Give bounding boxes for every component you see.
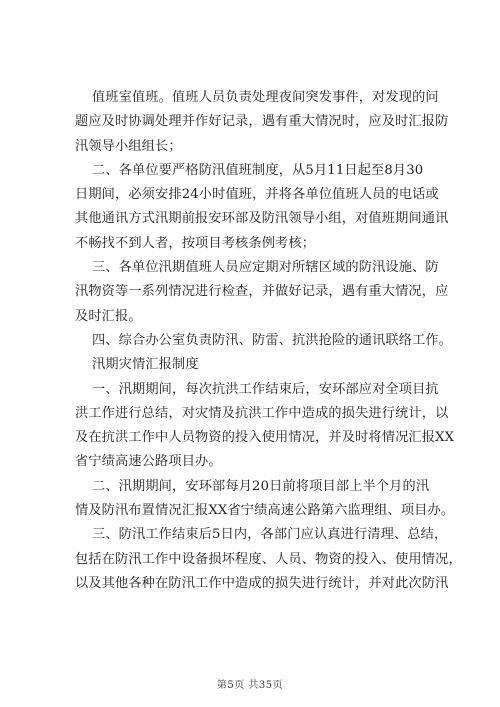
section-heading: 汛期灾情汇报制度 bbox=[92, 357, 199, 373]
text-line: 一、汛期期间，每次抗洪工作结束后，安环部应对全项目抗 bbox=[92, 381, 439, 397]
text-line: 及在抗洪工作中人员物资的投入使用情况，并及时将情况汇报XX bbox=[75, 430, 455, 446]
text-line: 汛领导小组组长； bbox=[75, 138, 182, 154]
text-line: 以及其他各种在防汛工作中造成的损失进行统计，并对此次防汛 bbox=[75, 575, 449, 591]
text-line: 四、综合办公室负责防汛、防雷、抗洪抢险的通讯联络工作。 bbox=[92, 332, 453, 348]
text-line: 日期间，必须安排24小时值班，并将各单位值班人员的电话或 bbox=[75, 187, 439, 203]
text-line: 其他通讯方式汛期前报安环部及防汛领导小组，对值班期间通讯 bbox=[75, 211, 449, 227]
text-line: 值班室值班。值班人员负责处理夜间突发事件，对发现的问 bbox=[92, 90, 439, 105]
text-line: 三、防汛工作结束后5日内，各部门应认真进行清理、总结， bbox=[92, 527, 448, 543]
document-body bbox=[75, 86, 462, 596]
text-line: 省宁绩高速公路项目办。 bbox=[75, 454, 222, 470]
text-line: 汛物资等一系列情况进行检查，并做好记录，遇有重大情况，应 bbox=[75, 284, 449, 300]
text-line: 情及防汛布置情况汇报XX省宁绩高速公路第六监理组、项目办。 bbox=[75, 503, 455, 519]
text-line: 洪工作进行总结，对灾情及抗洪工作中造成的损失进行统计，以 bbox=[75, 405, 449, 421]
text-line: 二、汛期期间，安环部每月20日前将项目部上半个月的汛 bbox=[92, 478, 430, 494]
text-line: 题应及时协调处理并作好记录，遇有重大情况时，应及时汇报防 bbox=[75, 114, 449, 130]
text-line: 二、各单位要严格防汛值班制度，从5月11日起至8月30 bbox=[92, 162, 424, 178]
text-line: 不畅找不到人者，按项目考核条例考核； bbox=[75, 235, 316, 251]
text-line: 及时汇报。 bbox=[75, 308, 142, 324]
page-number: 第5页 共35页 bbox=[216, 680, 284, 691]
text-line: 三、各单位汛期值班人员应定期对所辖区域的防汛设施、防 bbox=[92, 260, 439, 276]
text-line: 包括在防汛工作中设备损坏程度、人员、物资的投入、使用情况， bbox=[75, 551, 462, 567]
